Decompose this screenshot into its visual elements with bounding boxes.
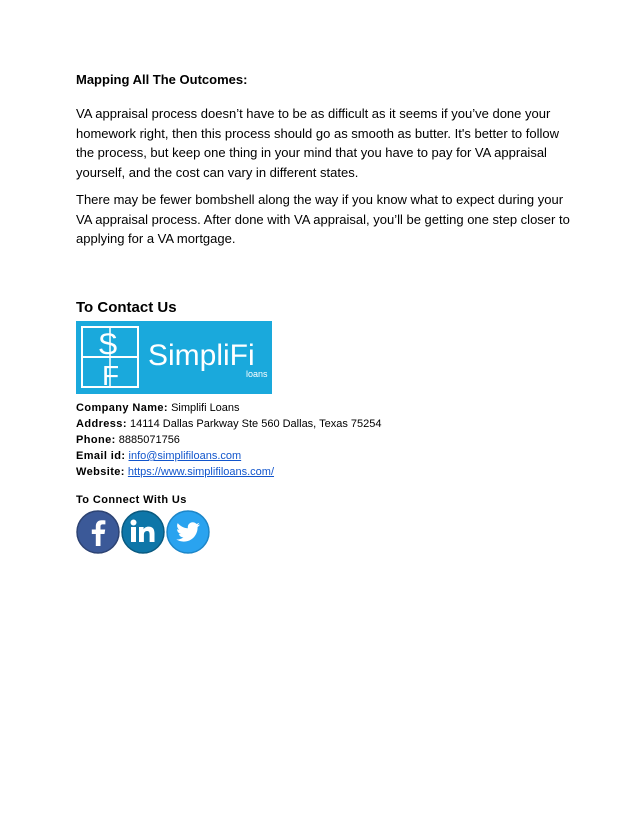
phone-label: Phone: bbox=[76, 434, 116, 446]
paragraph: VA appraisal process doesn’t have to be as difficult as it seems if you’ve done your homework right, then this process should go as smooth as butter. It's better to follow the process, but keep one thing in your mind that you have to pay for VA appraisal yourself, and the cost can vary in different states. bbox=[76, 106, 560, 180]
twitter-icon[interactable] bbox=[166, 510, 210, 554]
logo-name: SimpliFi bbox=[148, 339, 255, 372]
section-heading: Mapping All The Outcomes: bbox=[76, 72, 248, 87]
linkedin-icon[interactable] bbox=[121, 510, 165, 554]
email-label: Email id: bbox=[76, 450, 126, 462]
email-line bbox=[76, 448, 241, 464]
phone-line bbox=[76, 432, 180, 448]
email-link[interactable]: info@simplifiloans.com bbox=[128, 450, 242, 462]
facebook-icon[interactable] bbox=[76, 510, 120, 554]
connect-title: To Connect With Us bbox=[76, 494, 187, 506]
company-name-value: Simplifi Loans bbox=[171, 402, 240, 414]
logo-monogram-bottom: F bbox=[102, 360, 120, 391]
contact-title: To Contact Us bbox=[76, 299, 177, 316]
address-line bbox=[76, 416, 381, 432]
address-label: Address: bbox=[76, 418, 127, 430]
logo-monogram-top: S bbox=[98, 328, 119, 361]
company-name-line bbox=[76, 400, 240, 416]
website-line bbox=[76, 464, 274, 480]
company-name-label: Company Name: bbox=[76, 402, 168, 414]
address-value: 14114 Dallas Parkway Ste 560 Dallas, Texas 75254 bbox=[129, 418, 382, 430]
logo-tagline: loans bbox=[246, 369, 268, 379]
phone-value: 8885071756 bbox=[118, 434, 180, 446]
website-label: Website: bbox=[76, 466, 125, 478]
paragraph: There may be fewer bombshell along the way if you know what to expect during your VA appraisal process. After done with VA appraisal, you’ll be getting one step closer to applying for a VA mortgage. bbox=[76, 192, 570, 247]
website-link[interactable]: https://www.simplifiloans.com/ bbox=[127, 466, 275, 478]
simplifi-logo bbox=[76, 321, 272, 394]
